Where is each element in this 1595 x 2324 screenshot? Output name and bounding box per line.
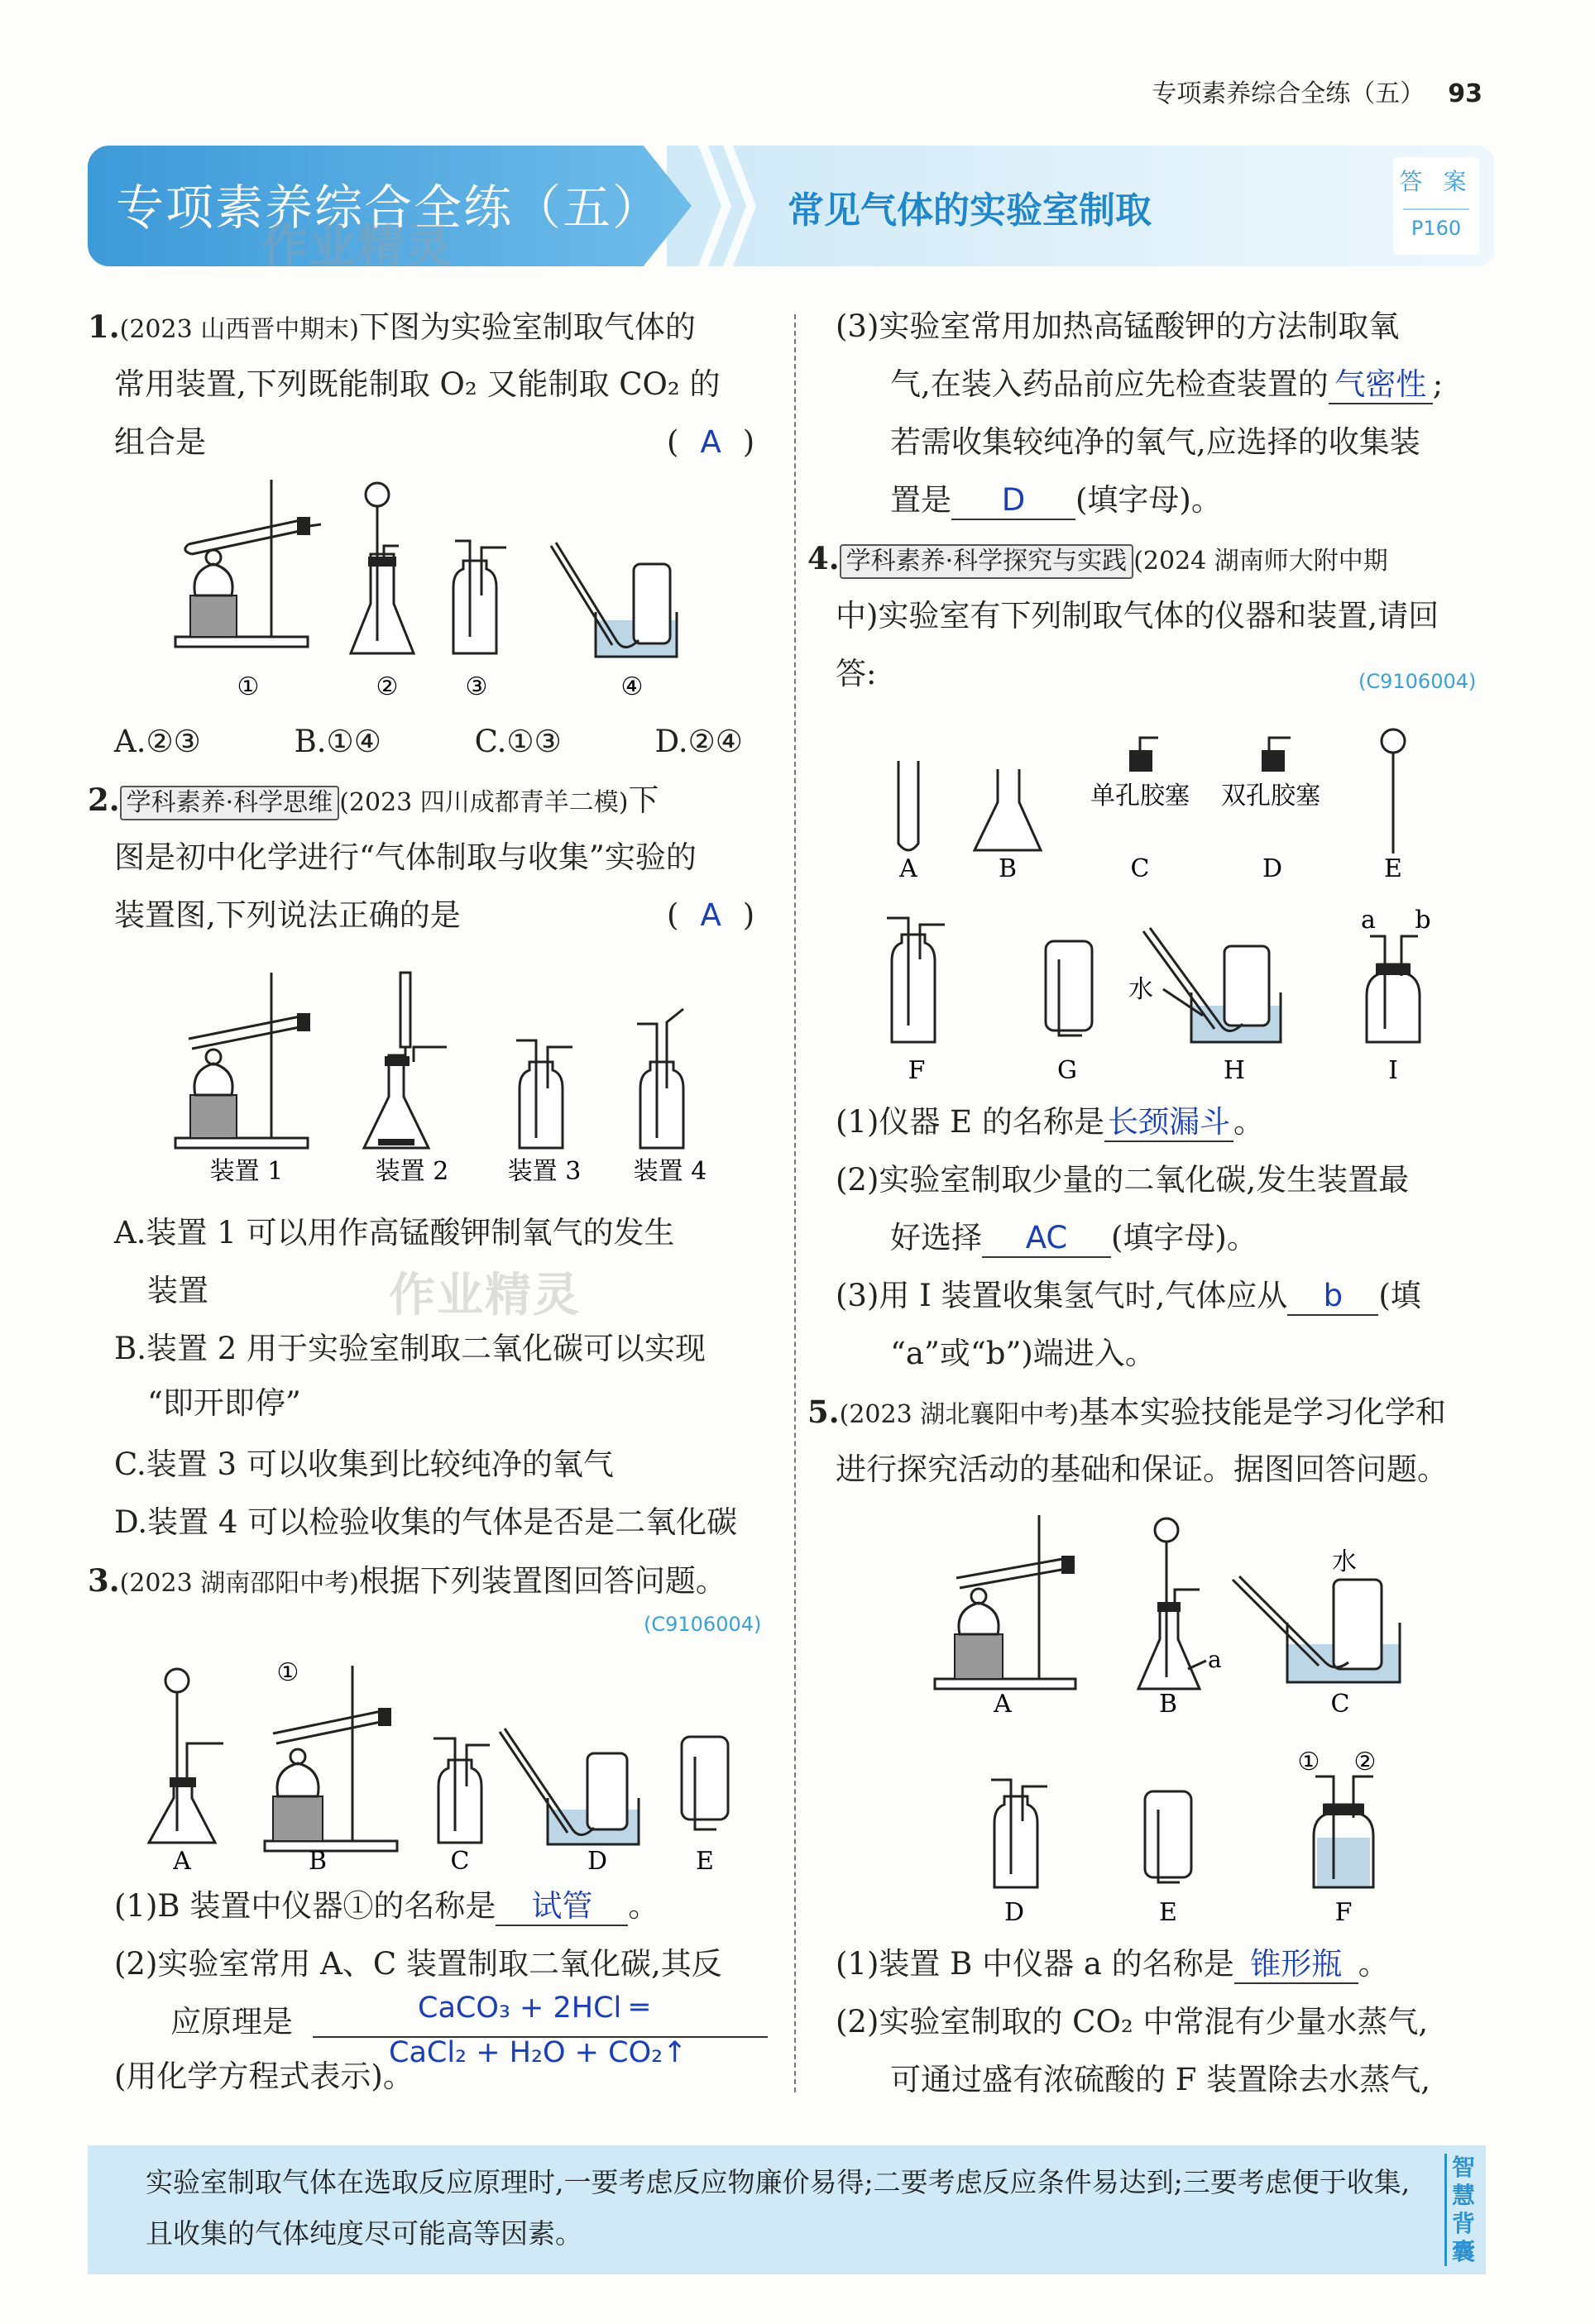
question-text: 基本实验技能是学习化学和 xyxy=(1078,1394,1446,1430)
figure-label: B xyxy=(308,1847,328,1876)
q1-answer: A xyxy=(700,424,721,460)
q3-sub1-answer: 试管 xyxy=(496,1888,628,1926)
q2-line2: 图是初中化学进行“气体制取与收集”实验的 xyxy=(114,839,697,875)
figure-label: ① xyxy=(237,672,260,701)
device-4 xyxy=(637,1009,683,1148)
q4-line3: 答: xyxy=(836,656,877,691)
q1-answer-bracket xyxy=(667,414,754,471)
running-header xyxy=(1152,73,1482,109)
figure-label: C xyxy=(1130,854,1150,883)
port-label-1: ① xyxy=(1297,1748,1320,1776)
question-text: 根据下列装置图回答问题。 xyxy=(358,1563,726,1599)
device-2 xyxy=(364,973,447,1148)
port-label-a: a xyxy=(1361,906,1376,935)
device-c xyxy=(1233,1576,1400,1682)
q4-sub3-line1 xyxy=(836,1267,1421,1325)
apparatus-2 xyxy=(351,483,414,653)
device-g xyxy=(1046,941,1092,1035)
q3-sub2-line3: (用化学方程式表示)。 xyxy=(114,2059,414,2094)
device-c xyxy=(433,1738,490,1843)
figure-label: D xyxy=(587,1847,608,1876)
device-d xyxy=(991,1780,1047,1887)
q4-sub1 xyxy=(836,1093,1264,1151)
figure-label: E xyxy=(696,1847,714,1876)
q5-sub1 xyxy=(836,1935,1389,1993)
question-text: (填 xyxy=(1378,1278,1421,1313)
q5-line1 xyxy=(807,1383,1446,1444)
port-label-2: ② xyxy=(1353,1748,1377,1776)
q4-code: (C9106004) xyxy=(1358,670,1477,693)
question-text: (1)装置 B 中仪器 a 的名称是 xyxy=(836,1946,1234,1982)
q3-sub2-answer-line1: CaCO₃ + 2HCl ═ xyxy=(418,1992,649,2025)
apparatus-1 xyxy=(175,480,321,647)
q2-option-a-cont: 装置 xyxy=(147,1273,208,1308)
figure-label: D xyxy=(1003,1898,1025,1927)
q4-sub2-line2 xyxy=(890,1209,1257,1267)
q3-sub2-line2: 应原理是 xyxy=(170,2004,293,2039)
q5-line2: 进行探究活动的基础和保证。据图回答问题。 xyxy=(836,1451,1448,1487)
q1-options xyxy=(114,713,743,771)
question-text: (1)B 装置中仪器①的名称是 xyxy=(114,1888,496,1924)
q3-sub3-answer2: D xyxy=(951,482,1075,520)
answer-page: P160 xyxy=(1403,208,1469,240)
question-source: (2023 湖北襄阳中考) xyxy=(839,1400,1079,1429)
q3-sub3-line1: (3)实验室常用加热高锰酸钾的方法制取氧 xyxy=(836,308,1400,344)
figure-label: B xyxy=(1158,1690,1178,1719)
q4-instruments-figure xyxy=(877,711,1489,1092)
figure-label: ③ xyxy=(465,672,488,701)
test-tube xyxy=(898,761,918,850)
q3-apparatus-figure xyxy=(149,1657,745,1881)
question-source: (2023 湖南邵阳中考) xyxy=(119,1569,359,1598)
q2-answer-bracket xyxy=(667,887,754,944)
a-label: a xyxy=(1208,1646,1222,1673)
figure-label: E xyxy=(1159,1898,1177,1927)
figure-label: 装置 2 xyxy=(375,1157,449,1186)
answer-label: 答 案 xyxy=(1399,168,1473,195)
question-text: 好选择 xyxy=(890,1220,982,1255)
option-a[interactable]: A.②③ xyxy=(114,724,201,759)
q2-option-a[interactable]: A.装置 1 可以用作高锰酸钾制氧气的发生 xyxy=(114,1215,675,1250)
q2-option-b-cont: “即开即停” xyxy=(147,1385,301,1421)
watermark: 作业精灵 xyxy=(261,220,453,274)
device-f xyxy=(887,918,945,1042)
section-banner xyxy=(88,146,1494,274)
question-text: ; xyxy=(1432,366,1444,402)
figure-label: ④ xyxy=(620,672,644,701)
figure-label: D xyxy=(1262,854,1283,883)
question-source: (2023 四川成都青羊二模) xyxy=(339,788,629,817)
q3-sub3-line3: 若需收集较纯净的氧气,应选择的收集装 xyxy=(890,424,1420,460)
q1-line1 xyxy=(88,298,696,359)
answer-reference[interactable] xyxy=(1393,157,1479,255)
apparatus-3 xyxy=(453,541,506,653)
question-text: 下 xyxy=(628,782,659,818)
q3-sub3-line2 xyxy=(890,356,1443,414)
q3-sub3-line4 xyxy=(890,471,1222,529)
paren: ) xyxy=(742,897,755,933)
q4-sub2-answer: AC xyxy=(982,1220,1111,1258)
q3-sub2-answer-line2: CaCl₂ + H₂O + CO₂↑ xyxy=(389,2036,687,2069)
question-text: (3)用 I 装置收集氢气时,气体应从 xyxy=(836,1278,1288,1313)
question-source: (2023 山西晋中期末) xyxy=(119,315,359,344)
conical-flask xyxy=(975,769,1041,850)
question-number: 2. xyxy=(88,782,120,818)
device-e xyxy=(1145,1791,1191,1882)
q3-sub1 xyxy=(114,1877,659,1935)
apparatus-4 xyxy=(551,543,677,657)
question-source: (2024 湖南师大附中期 xyxy=(1133,547,1388,576)
device-f xyxy=(1314,1776,1373,1887)
q4-sub3-answer: b xyxy=(1287,1278,1378,1316)
question-text: (填字母)。 xyxy=(1075,482,1222,518)
figure-label: B xyxy=(998,854,1018,883)
stopper-label: 双孔胶塞 xyxy=(1221,782,1320,811)
q5-sub2-line1: (2)实验室制取的 CO₂ 中常混有少量水蒸气, xyxy=(836,2004,1429,2039)
question-text: (1)仪器 E 的名称是 xyxy=(836,1104,1104,1140)
figure-label: 装置 4 xyxy=(633,1157,707,1186)
q2-line3: 装置图,下列说法正确的是 xyxy=(114,897,461,933)
question-number: 5. xyxy=(807,1394,840,1430)
q4-sub3-line2: “a”或“b”)端进入。 xyxy=(890,1336,1156,1371)
q4-line1 xyxy=(807,529,1388,591)
paren: ( xyxy=(667,897,679,933)
q3-code: (C9106004) xyxy=(644,1613,762,1636)
q4-sub2-line1: (2)实验室制取少量的二氧化碳,发生装置最 xyxy=(836,1162,1410,1198)
q2-option-c[interactable]: C.装置 3 可以收集到比较纯净的氧气 xyxy=(114,1447,614,1482)
paren: ) xyxy=(742,424,755,460)
figure-label: F xyxy=(908,1056,926,1085)
literacy-tag: 学科素养·科学探究与实践 xyxy=(840,544,1134,579)
figure-label: C xyxy=(450,1847,470,1876)
question-text: 置是 xyxy=(890,482,951,518)
banner-subtitle: 常见气体的实验室制取 xyxy=(788,189,1152,232)
figure-label: 装置 3 xyxy=(507,1157,582,1186)
figure-marker: ① xyxy=(276,1658,299,1687)
question-text: 。 xyxy=(1233,1104,1264,1140)
figure-label: G xyxy=(1057,1056,1077,1085)
figure-label: C xyxy=(1330,1690,1350,1719)
figure-label: F xyxy=(1334,1898,1353,1927)
port-label-b: b xyxy=(1415,906,1431,935)
two-hole-stopper xyxy=(1262,738,1291,771)
running-title: 专项素养综合全练（五） xyxy=(1152,79,1425,108)
device-b xyxy=(1138,1518,1206,1689)
figure-label: ② xyxy=(376,672,399,701)
water-label: 水 xyxy=(1332,1547,1357,1576)
q3-sub2-line1: (2)实验室常用 A、C 装置制取二氧化碳,其反 xyxy=(114,1946,722,1982)
q5-sub2-line2: 可通过盛有浓硫酸的 F 装置除去水蒸气, xyxy=(890,2062,1430,2097)
question-number: 4. xyxy=(807,540,840,576)
device-d xyxy=(500,1729,639,1844)
device-3 xyxy=(516,1040,572,1148)
figure-label: E xyxy=(1384,854,1402,883)
question-text: 气,在装入药品前应先检查装置的 xyxy=(890,366,1329,402)
device-i xyxy=(1367,936,1420,1042)
device-a xyxy=(935,1515,1075,1689)
stopper-label: 单孔胶塞 xyxy=(1090,782,1190,811)
q1-apparatus-figure xyxy=(165,471,778,703)
device-a xyxy=(149,1669,223,1843)
figure-label: 装置 1 xyxy=(209,1157,284,1186)
q2-option-b[interactable]: B.装置 2 用于实验室制取二氧化碳可以实现 xyxy=(114,1331,706,1366)
question-text: 。 xyxy=(1358,1946,1389,1982)
tip-side-label: 智慧背囊 xyxy=(1444,2154,1480,2266)
figure-label: A xyxy=(173,1847,191,1876)
question-number: 3. xyxy=(88,1562,120,1599)
tip-text: 实验室制取气体在选取反应原理时,一要考虑反应物廉价易得;二要考虑反应条件易达到;三要考虑便于收集,且收集的气体纯度尽可能高等因素。 xyxy=(146,2166,1411,2250)
q2-option-d[interactable]: D.装置 4 可以检验收集的气体是否是二氧化碳 xyxy=(114,1504,738,1540)
figure-label: I xyxy=(1388,1056,1398,1085)
q4-sub1-answer: 长颈漏斗 xyxy=(1104,1104,1233,1142)
literacy-tag: 学科素养·科学思维 xyxy=(120,786,340,820)
device-h xyxy=(1143,928,1281,1042)
question-text: 下图为实验室制取气体的 xyxy=(358,309,696,345)
paren: ( xyxy=(667,424,679,460)
device-1 xyxy=(175,973,309,1148)
figure-label: A xyxy=(899,854,917,883)
banner-title: 专项素养综合全练（五） xyxy=(116,179,663,236)
device-b xyxy=(265,1666,397,1851)
q5-apparatus-figure xyxy=(927,1507,1423,1937)
q2-apparatus-figure xyxy=(165,964,745,1196)
long-neck-funnel xyxy=(1382,729,1405,854)
question-number: 1. xyxy=(88,308,120,345)
option-c[interactable]: C.①③ xyxy=(474,724,562,759)
figure-label: A xyxy=(994,1690,1012,1719)
q2-answer: A xyxy=(700,897,721,933)
watermark: 作业精灵 xyxy=(389,1269,581,1322)
q3-sub3-answer1: 气密性 xyxy=(1329,366,1433,404)
q5-sub1-answer: 锥形瓶 xyxy=(1234,1946,1358,1984)
option-b[interactable]: B.①④ xyxy=(294,724,381,759)
q3-line1 xyxy=(88,1552,726,1613)
page-number: 93 xyxy=(1448,79,1482,108)
question-text: (填字母)。 xyxy=(1111,1220,1257,1255)
figure-label: H xyxy=(1223,1056,1246,1085)
question-text: 。 xyxy=(628,1888,659,1924)
q2-line1 xyxy=(88,771,659,832)
wisdom-tip-box xyxy=(88,2145,1486,2274)
water-label: 水 xyxy=(1128,975,1153,1004)
option-d[interactable]: D.②④ xyxy=(654,724,743,759)
q4-line2: 中)实验室有下列制取气体的仪器和装置,请回 xyxy=(836,598,1439,634)
q1-line2: 常用装置,下列既能制取 O₂ 又能制取 CO₂ 的 xyxy=(114,366,721,402)
column-divider xyxy=(794,314,796,2092)
device-e xyxy=(682,1737,728,1829)
one-hole-stopper xyxy=(1130,738,1158,771)
q1-line3: 组合是 xyxy=(114,424,206,460)
